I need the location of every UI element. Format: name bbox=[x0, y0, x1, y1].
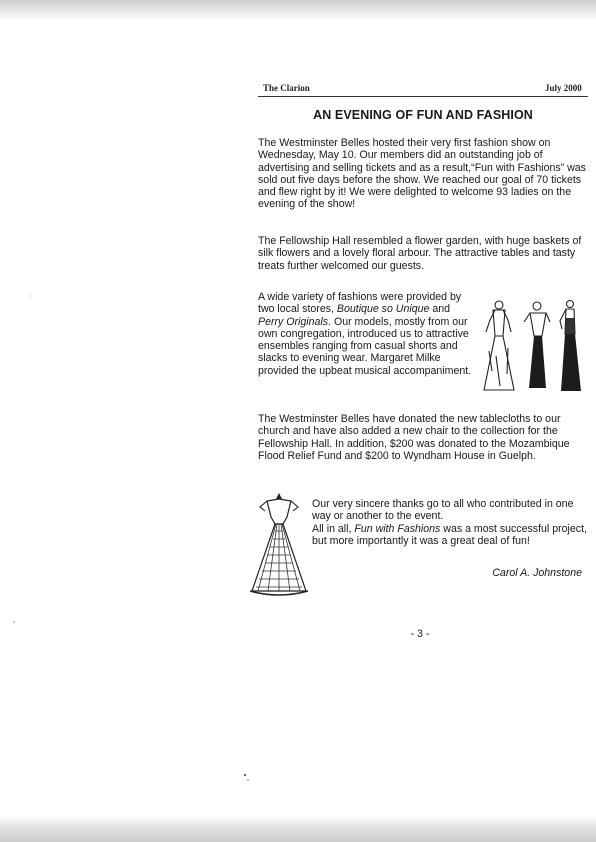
author-signature: Carol A. Johnstone bbox=[492, 567, 582, 579]
paragraph-fashions-text-a: A wide variety of fashions were provided by two local stores, bbox=[258, 291, 462, 316]
paragraph-hall: The Fellowship Hall resembled a flower garden, with huge baskets of silk flowers and a lovely floral arbour. The attractive tables and tasty treats further welcomed our guests. bbox=[258, 235, 582, 272]
paragraph-fashions bbox=[258, 291, 473, 377]
header-rule bbox=[258, 96, 588, 97]
event-name: Fun with Fashions bbox=[354, 522, 441, 535]
store-name-boutique: Boutique so Unique bbox=[336, 303, 430, 316]
store-name-perry: Perry Originals bbox=[258, 315, 329, 328]
thanks-line-summary-b: was a most successful project, but more importantly it was a great deal of fun! bbox=[312, 522, 587, 547]
vintage-dress-illustration bbox=[248, 491, 310, 599]
paragraph-intro: The Westminster Belles hosted their very first fashion show on Wednesday, May 10. Our members did an outstanding job of advertising and selling tickets and as a result,“Fun with Fashions” was sold out five days before the show. We reached our goal of 70 tickets and flew right by it! We were delighted to welcome 93 ladies on the evening of the show! bbox=[258, 137, 586, 211]
fashion-models-illustration bbox=[480, 296, 585, 396]
thanks-line-summary-a: All in all, bbox=[312, 522, 355, 535]
paragraph-fashions-text-c: . Our models, mostly from our own congregation, introduced us to attractive ensembles ranging from casual shorts and slacks to evening wear. Margaret Milke provided the upbeat musical accompaniment. bbox=[258, 315, 472, 377]
article-title: AN EVENING OF FUN AND FASHION bbox=[313, 108, 533, 122]
issue-date: July 2000 bbox=[545, 83, 582, 93]
thanks-paragraph bbox=[312, 498, 588, 547]
page-number: - 3 - bbox=[410, 628, 430, 640]
paragraph-fashions-text-b: and bbox=[429, 303, 450, 316]
thanks-line-contributors: Our very sincere thanks go to all who contributed in one way or another to the event. bbox=[312, 498, 574, 523]
publication-name: The Clarion bbox=[263, 83, 310, 93]
paragraph-donations: The Westminster Belles have donated the new tablecloths to our church and have also added a new chair to the collection for the Fellowship Hall. In addition, $200 was donated to the Mozambique Flood Relief Fund and $200 to Wyndham House in Guelph. bbox=[258, 413, 570, 462]
